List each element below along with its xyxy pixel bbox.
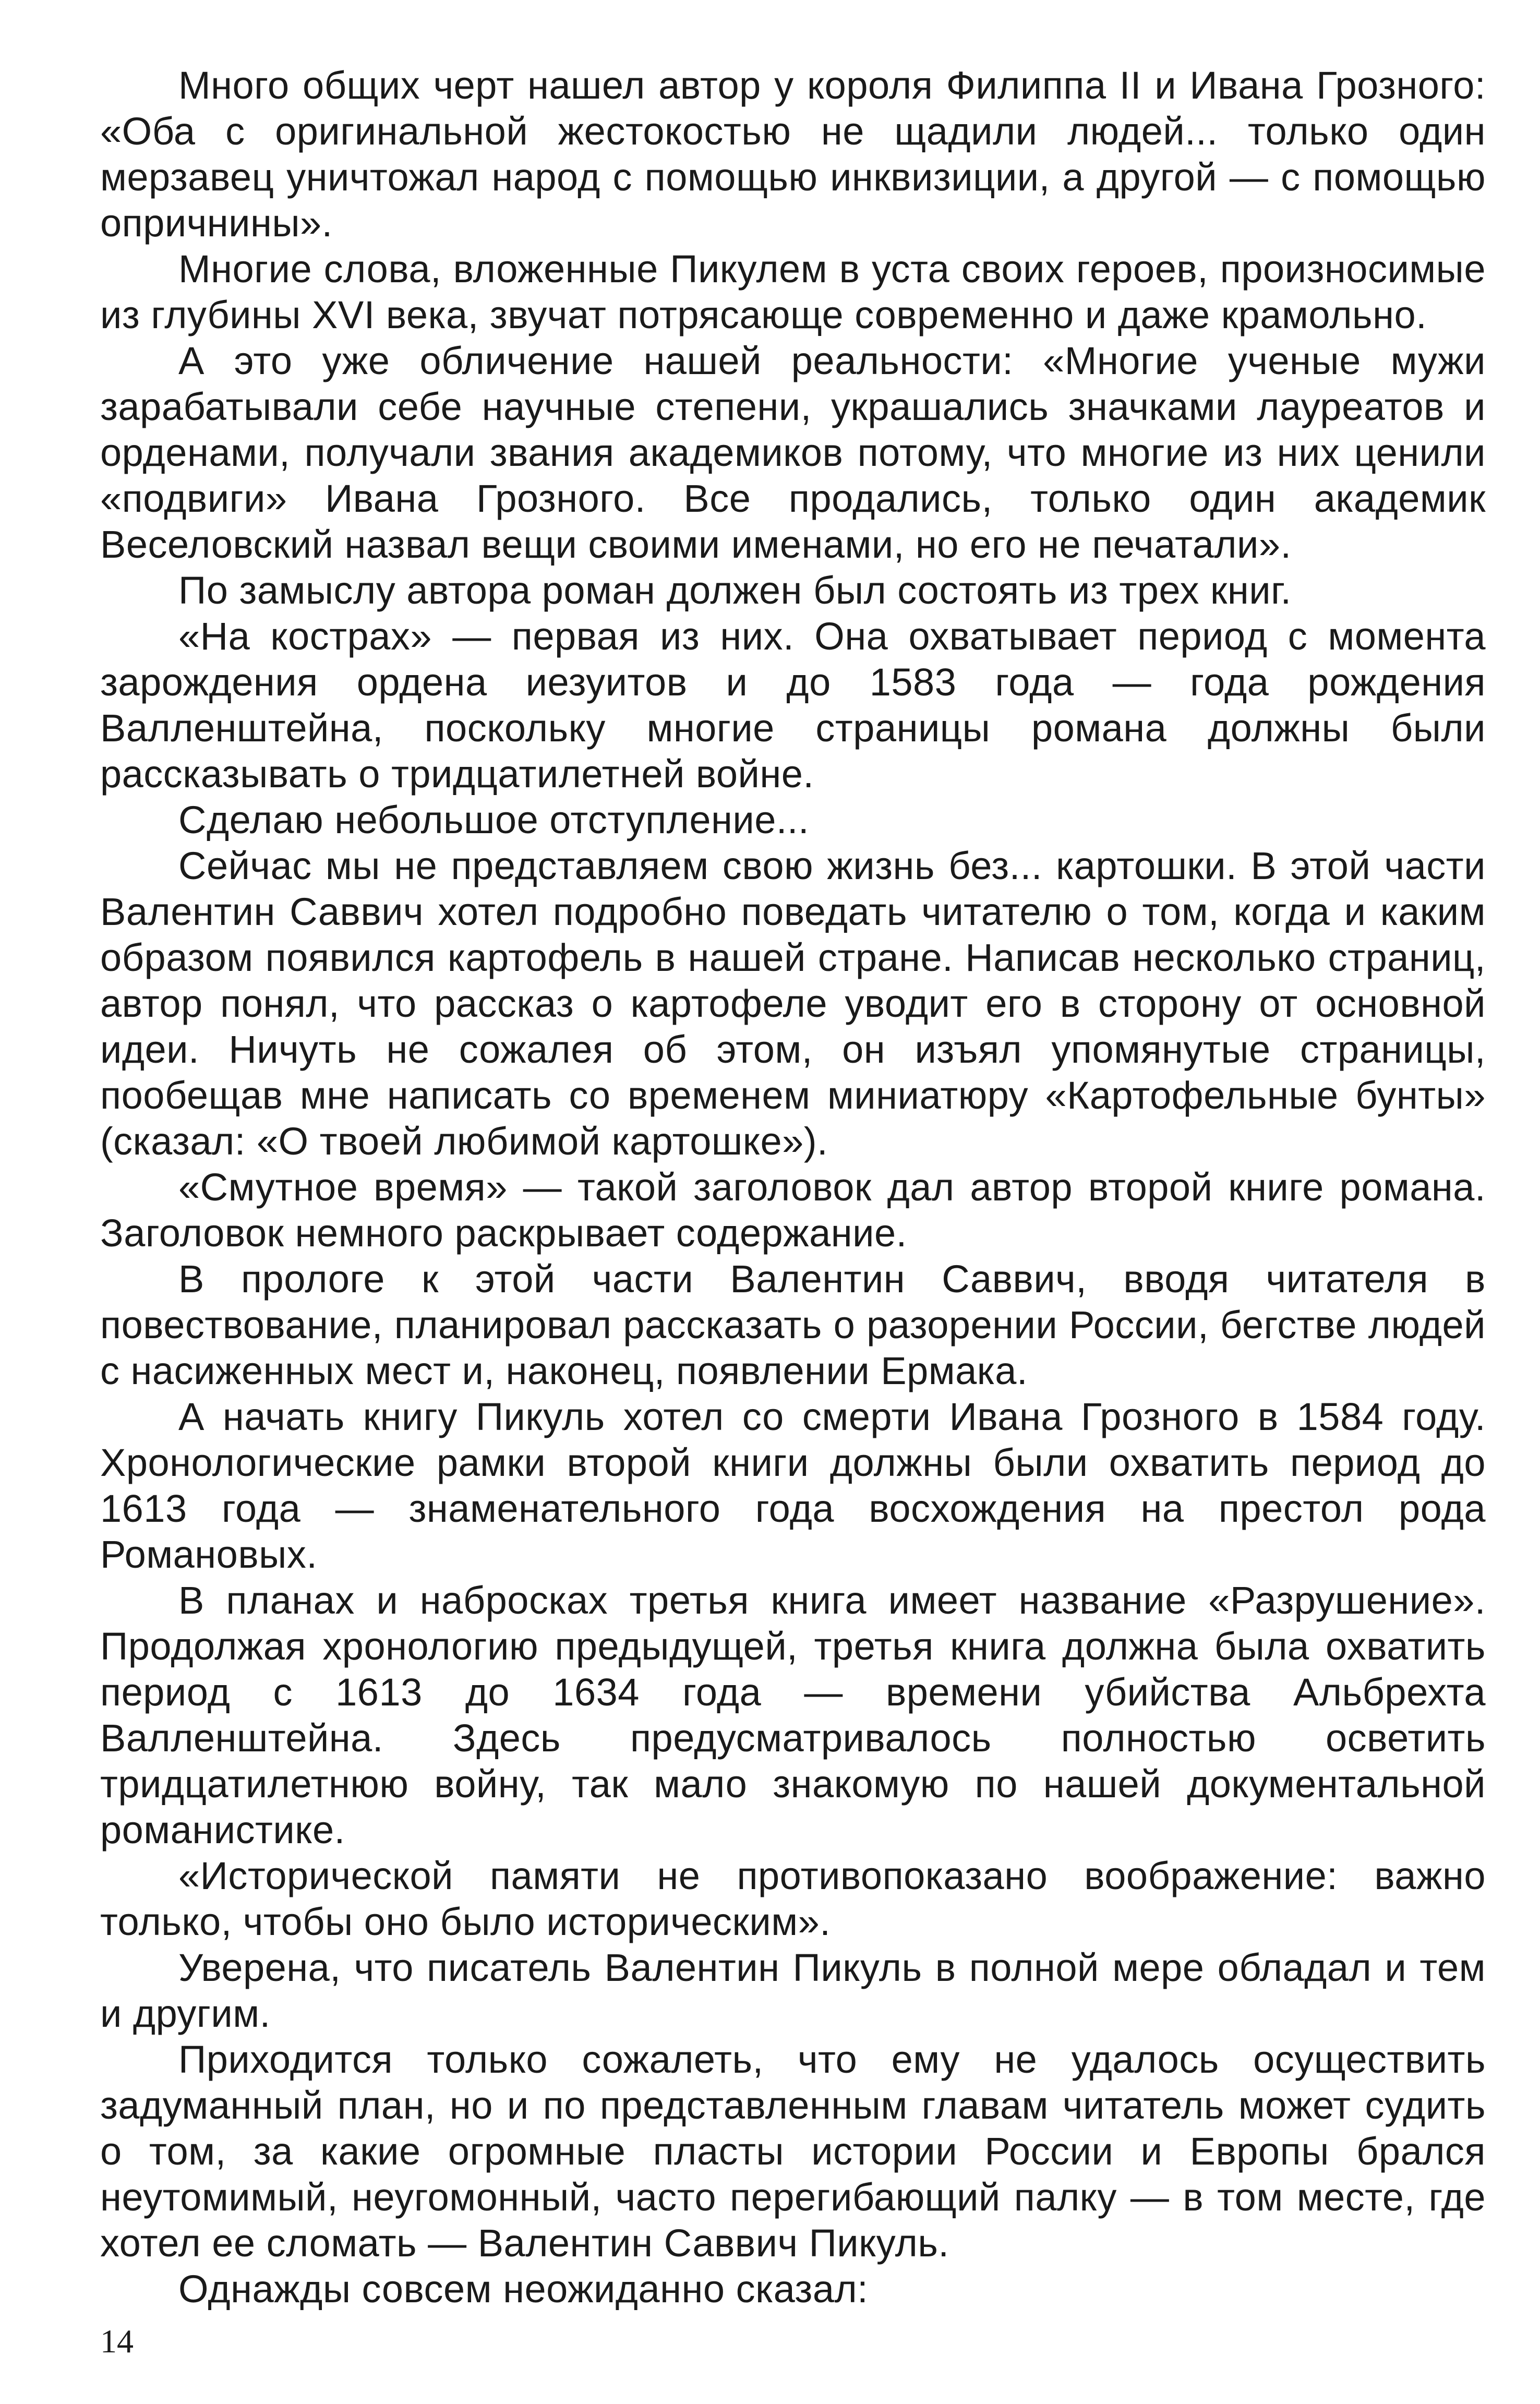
- paragraph: А это уже обличение нашей реальности: «Многие ученые мужи зарабатывали себе научные степени, украшались значками лауреатов и орденами, получали звания академиков потому, что многие из них ценили «подвиги» Ивана Грозного. Все продались, только один академик Веселовский назвал вещи своими именами, но его не печатали».: [100, 339, 1486, 566]
- paragraph: Много общих черт нашел автор у короля Филиппа II и Ивана Грозного: «Оба с оригинальной жестокостью не щадили людей... только один мерзавец уничтожал народ с помощью инквизиции, а другой — с помощью опричнины».: [100, 64, 1486, 245]
- body-text: [100, 63, 1486, 2312]
- paragraph: По замыслу автора роман должен был состоять из трех книг.: [178, 569, 1292, 612]
- paragraph: В планах и набросках третья книга имеет название «Разрушение». Продолжая хронологию предыдущей, третья книга должна была охватить период с 1613 до 1634 года — времени убийства Альбрехта Валленштейна. Здесь предусматривалось полностью осветить тридцатилетнюю войну, так мало знакомую по нашей документальной романистике.: [100, 1579, 1486, 1852]
- paragraph: Сейчас мы не представляем свою жизнь без... картошки. В этой части Валентин Саввич хотел подробно поведать читателю о том, когда и каким образом появился картофель в нашей стране. Написав несколько страниц, автор понял, что рассказ о картофеле уводит его в сторону от основной идеи. Ничуть не сожалея об этом, он изъял упомянутые страницы, пообещав мне написать со временем миниатюру «Картофельные бунты» (сказал: «О твоей любимой картошке»).: [100, 844, 1486, 1163]
- paragraph: Уверена, что писатель Валентин Пикуль в полной мере обладал и тем и другим.: [100, 1946, 1486, 2035]
- paragraph: Многие слова, вложенные Пикулем в уста своих героев, произносимые из глубины XVI века, звучат потрясающе современно и даже крамольно.: [100, 247, 1486, 336]
- paragraph: Однажды совсем неожиданно сказал:: [178, 2267, 869, 2311]
- paragraph: В прологе к этой части Валентин Саввич, вводя читателя в повествование, планировал рассказать о разорении России, бегстве людей с насиженных мест и, наконец, появлении Ермака.: [100, 1257, 1486, 1392]
- paragraph: Приходится только сожалеть, что ему не удалось осуществить задуманный план, но и по представленным главам читатель может судить о том, за какие огромные пласты истории России и Европы брался неутомимый, неугомонный, часто перегибающий палку — в том месте, где хотел ее сломать — Валентин Саввич Пикуль.: [100, 2038, 1486, 2265]
- paragraph: «Смутное время» — такой заголовок дал автор второй книге романа. Заголовок немного раскрывает содержание.: [100, 1165, 1486, 1255]
- paragraph: «На кострах» — первая из них. Она охватывает период с момента зарождения ордена иезуитов и до 1583 года — года рождения Валленштейна, поскольку многие страницы романа должны были рассказывать о тридцатилетней войне.: [100, 615, 1486, 796]
- paragraph: «Исторической памяти не противопоказано воображение: важно только, чтобы оно было историческим».: [100, 1854, 1486, 1943]
- paragraph: Сделаю небольшое отступление...: [178, 798, 810, 842]
- paragraph: А начать книгу Пикуль хотел со смерти Ивана Грозного в 1584 году. Хронологические рамки второй книги должны были охватить период до 1613 года — знаменательного года восхождения на престол рода Романовых.: [100, 1395, 1486, 1576]
- page-number: 14: [100, 2323, 134, 2360]
